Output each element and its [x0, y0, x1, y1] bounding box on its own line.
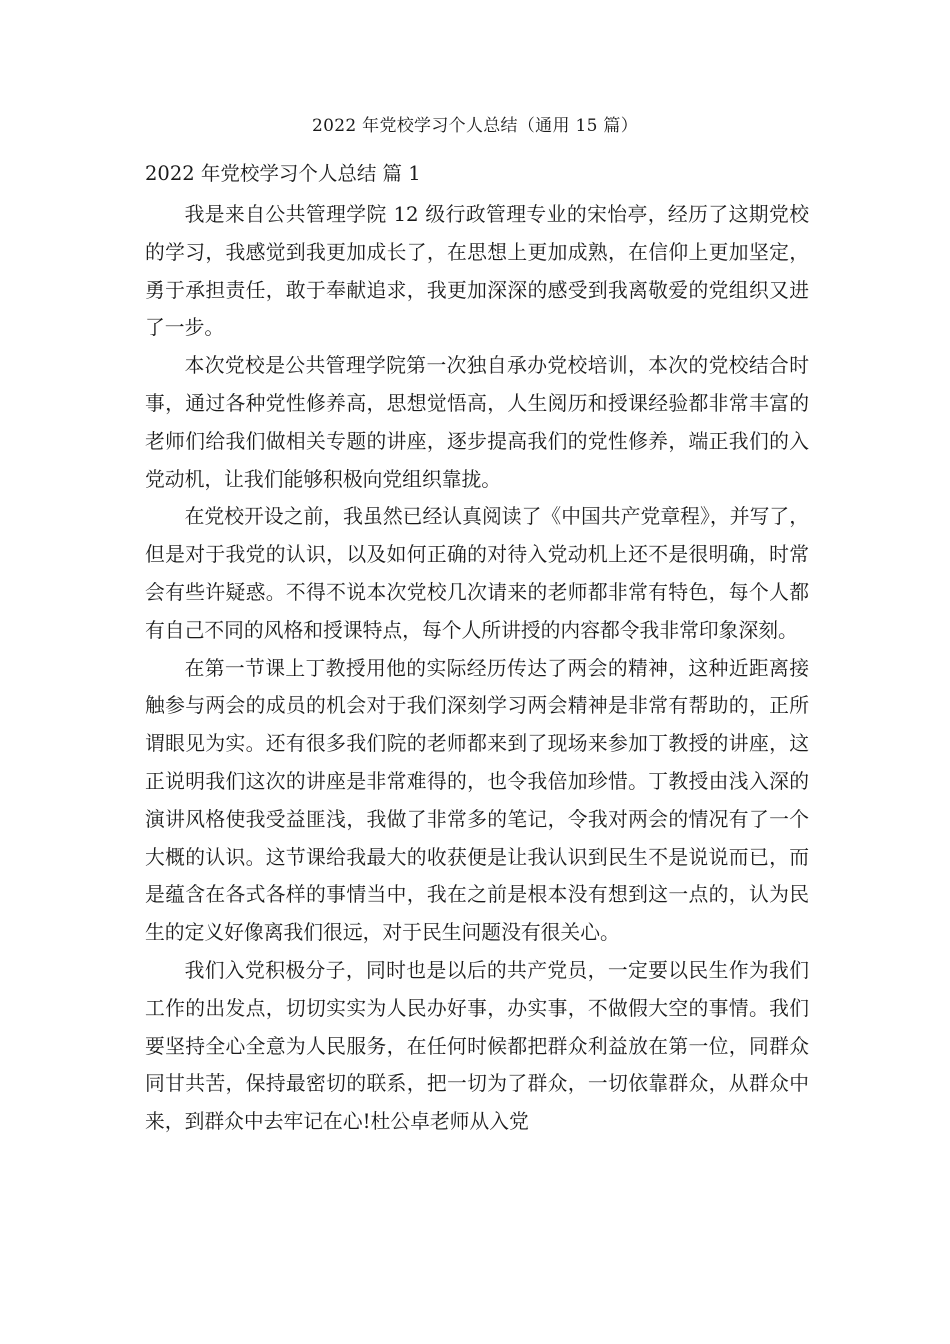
paragraph-3: 在党校开设之前，我虽然已经认真阅读了《中国共产党章程》，并写了，但是对于我党的认识，以及如何正确的对待入党动机上还不是很明确，时常会有些许疑惑。不得不说本次党校几次请来的老师都非常有特色，每个人都有自己不同的风格和授课特点，每个人所讲授的内容都令我非常印象深刻。: [145, 505, 809, 642]
section-heading: 2022 年党校学习个人总结 篇 1: [145, 162, 421, 185]
paragraph-1: 我是来自公共管理学院 12 级行政管理专业的宋怡亭，经历了这期党校的学习，我感觉到我更加成长了，在思想上更加成熟，在信仰上更加坚定，勇于承担责任，敢于奉献追求，我更加深深的感受到我离敬爱的党组织又进了一步。: [145, 203, 809, 340]
paragraph-4: 在第一节课上丁教授用他的实际经历传达了两会的精神，这种近距离接触参与两会的成员的机会对于我们深刻学习两会精神是非常有帮助的，正所谓眼见为实。还有很多我们院的老师都来到了现场来参加丁教授的讲座，这正说明我们这次的讲座是非常难得的，也令我倍加珍惜。丁教授由浅入深的演讲风格使我受益匪浅，我做了非常多的笔记，令我对两会的情况有了一个大概的认识。这节课给我最大的收获便是让我认识到民生不是说说而已，而是蕴含在各式各样的事情当中，我在之前是根本没有想到这一点的，认为民生的定义好像离我们很远，对于民生问题没有很关心。: [145, 656, 809, 945]
body-text: [145, 196, 809, 1141]
document-title: 2022 年党校学习个人总结（通用 15 篇）: [311, 116, 638, 136]
paragraph-2: 本次党校是公共管理学院第一次独自承办党校培训，本次的党校结合时事，通过各种党性修养高，思想觉悟高，人生阅历和授课经验都非常丰富的老师们给我们做相关专题的讲座，逐步提高我们的党性修养，端正我们的入党动机，让我们能够积极向党组织靠拢。: [145, 354, 809, 491]
paragraph-5: 我们入党积极分子，同时也是以后的共产党员，一定要以民生作为我们工作的出发点，切切实实为人民办好事，办实事，不做假大空的事情。我们要坚持全心全意为人民服务，在任何时候都把群众利益放在第一位，同群众同甘共苦，保持最密切的联系，把一切为了群众，一切依靠群众，从群众中来，到群众中去牢记在心!杜公卓老师从入党: [145, 958, 809, 1134]
